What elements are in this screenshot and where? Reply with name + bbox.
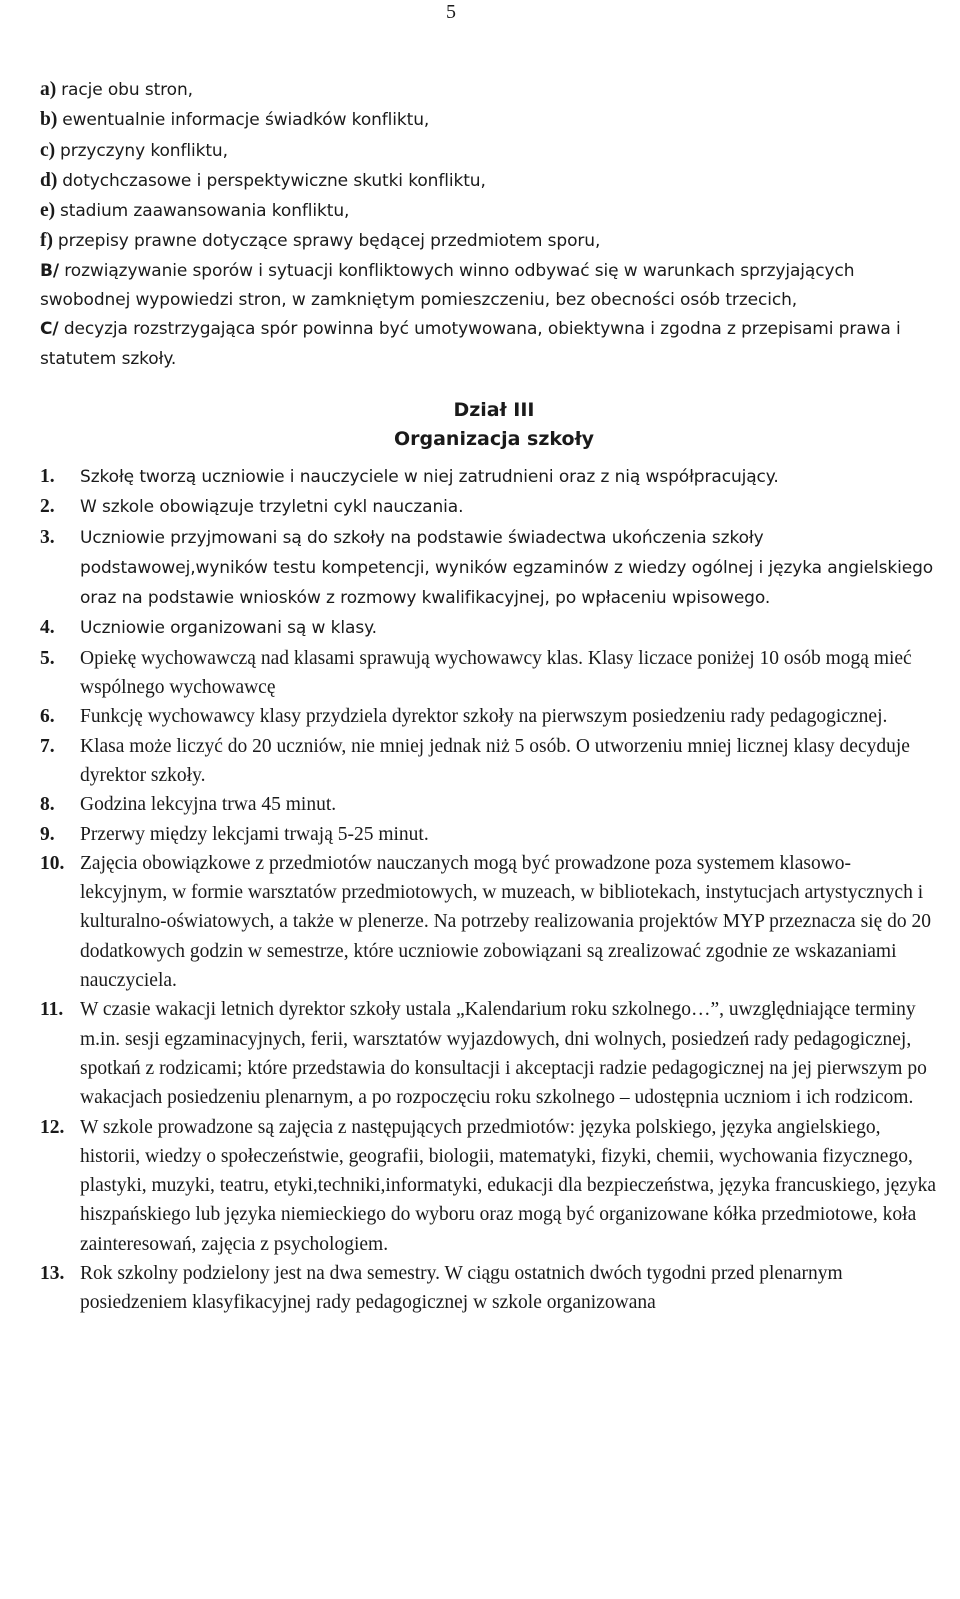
item-number: 2. <box>40 496 55 518</box>
numbered-item <box>40 702 938 731</box>
item-text: W szkole prowadzone są zajęcia z następujących przedmiotów: języka polskiego, języka angielskiego, historii, wiedzy o społeczeństwie, geografii, biologii, matematyki, fizyki, chemii, wychowania fizycznego, plastyki, muzyki, teatru, etyki,techniki,informatyki, edukacji dla bezpieczeństwa, języka francuskiego, języka hiszpańskiego lub języka niemieckiego do wyboru oraz mogą być organizowane kółka przedmiotowe, koła zainteresowań, zajęcia z psychologiem. <box>80 1116 937 1255</box>
section-heading <box>40 396 938 454</box>
list-text: przepisy prawne dotyczące sprawy będącej przedmiotem sporu, <box>57 231 601 252</box>
item-number: 13. <box>40 1262 65 1284</box>
section-title: Dział III <box>453 398 535 421</box>
item-text: W szkole obowiązuje trzyletni cykl nauczania. <box>80 497 464 518</box>
numbered-item <box>40 644 938 703</box>
item-text: Opiekę wychowawczą nad klasami sprawują wychowawcy klas. Klasy liczace poniżej 10 osób mogą mieć wspólnego wychowawcę <box>80 647 912 699</box>
list-marker: f) <box>40 230 53 252</box>
item-text: Funkcję wychowawcy klasy przydziela dyrektor szkoły na pierwszym posiedzeniu rady pedagogicznej. <box>80 706 888 728</box>
document-body <box>40 75 938 1318</box>
item-number: 10. <box>40 852 65 874</box>
item-text: Uczniowie przyjmowani są do szkoły na podstawie świadectwa ukończenia szkoły podstawowej,wyników testu kompetencji, wyników egzaminów z wiedzy ogólnej i języka angielskiego oraz na podstawie wniosków z rozmowy kwalifikacyjnej, po wpłaceniu wpisowego. <box>80 527 934 609</box>
numbered-item <box>40 995 938 1112</box>
numbered-item <box>40 820 938 849</box>
item-text: W czasie wakacji letnich dyrektor szkoły ustala „Kalendarium roku szkolnego…”, uwzględniające terminy m.in. sesji egzaminacyjnych, ferii, warsztatów wyjazdowych, dni wolnych, posiedzeń rady pedagogicznej, spotkań z rodzicami; które przedstawia do konsultacji i akceptacji radzie pedagogicznej na jej pierwszym po wakacjach posiedzeniu plenarnym, a po rozpoczęciu roku szkolnego – udostępnia uczniom i ich rodzicom. <box>80 999 927 1109</box>
numbered-list <box>40 462 938 1318</box>
item-number: 9. <box>40 823 55 845</box>
numbered-item <box>40 790 938 819</box>
list-marker: a) <box>40 79 57 100</box>
item-number: 1. <box>40 465 55 487</box>
list-text: ewentualnie informacje świadków konfliktu, <box>62 110 430 131</box>
numbered-item <box>40 613 938 643</box>
list-text: racje obu stron, <box>61 80 193 100</box>
list-item <box>40 226 938 256</box>
item-text: Klasa może liczyć do 20 uczniów, nie mniej jednak niż 5 osób. O utworzeniu mniej licznej klasy decyduje dyrektor szkoły. <box>80 735 910 786</box>
item-number: 5. <box>40 647 55 669</box>
numbered-item <box>40 523 938 614</box>
numbered-item <box>40 462 938 492</box>
list-marker: c) <box>40 139 56 161</box>
paragraph-text: decyzja rozstrzygająca spór powinna być umotywowana, obiektywna i zgodna z przepisami prawa i statutem szkoły. <box>40 319 901 369</box>
numbered-item <box>40 732 938 791</box>
item-text: Szkołę tworzą uczniowie i nauczyciele w niej zatrudnieni oraz z nią współpracujący. <box>80 466 779 487</box>
item-text: Przerwy między lekcjami trwają 5-25 minut. <box>80 823 429 845</box>
page-number: 5 <box>446 1 456 23</box>
item-text: Uczniowie organizowani są w klasy. <box>80 618 377 639</box>
list-text: dotychczasowe i perspektywiczne skutki konfliktu, <box>62 170 486 191</box>
list-item <box>40 105 938 135</box>
numbered-item <box>40 849 938 995</box>
list-text: stadium zaawansowania konfliktu, <box>60 201 350 222</box>
item-number: 6. <box>40 706 55 728</box>
list-item <box>40 196 938 226</box>
item-text: Rok szkolny podzielony jest na dwa semestry. W ciągu ostatnich dwóch tygodni przed plenarnym posiedzeniem klasyfikacyjnej rady pedagogicznej w szkole organizowana <box>80 1262 843 1314</box>
numbered-item <box>40 492 938 522</box>
numbered-item <box>40 1259 938 1318</box>
list-marker: d) <box>40 169 58 191</box>
paragraph-marker: C/ <box>40 319 59 340</box>
paragraph-text: rozwiązywanie sporów i sytuacji konfliktowych winno odbywać się w warunkach sprzyjających swobodnej wypowiedzi stron, w zamkniętym pomieszczeniu, bez obecności osób trzecich, <box>40 260 855 311</box>
item-number: 8. <box>40 794 55 816</box>
paragraph-b <box>40 257 938 316</box>
list-item <box>40 166 938 196</box>
paragraph-c <box>40 315 938 374</box>
item-number: 11. <box>40 999 64 1021</box>
list-item <box>40 136 938 166</box>
item-number: 4. <box>40 617 55 639</box>
item-text: Godzina lekcyjna trwa 45 minut. <box>80 794 337 816</box>
item-number: 3. <box>40 526 55 548</box>
list-text: przyczyny konfliktu, <box>60 140 228 161</box>
list-item <box>40 75 938 105</box>
item-number: 7. <box>40 735 55 757</box>
paragraph-marker: B/ <box>40 260 59 281</box>
item-text: Zajęcia obowiązkowe z przedmiotów nauczanych mogą być prowadzone poza systemem klasowo-lekcyjnym, w formie warsztatów przedmiotowych, w muzeach, w bibliotekach, instytucjach artystycznych i kulturalno-oświatowych, a także w plenerze. Na potrzeby realizowania projektów MYP przeznacza się do 20 dodatkowych godzin w semestrze, które uczniowie zobowiązani są zrealizować zgodnie ze wskazaniami nauczyciela. <box>80 852 931 992</box>
section-subtitle: Organizacja szkoły <box>393 427 595 450</box>
item-number: 12. <box>40 1116 65 1138</box>
numbered-item <box>40 1113 938 1259</box>
lead-list <box>40 75 938 257</box>
list-marker: b) <box>40 109 58 131</box>
list-marker: e) <box>40 200 56 222</box>
